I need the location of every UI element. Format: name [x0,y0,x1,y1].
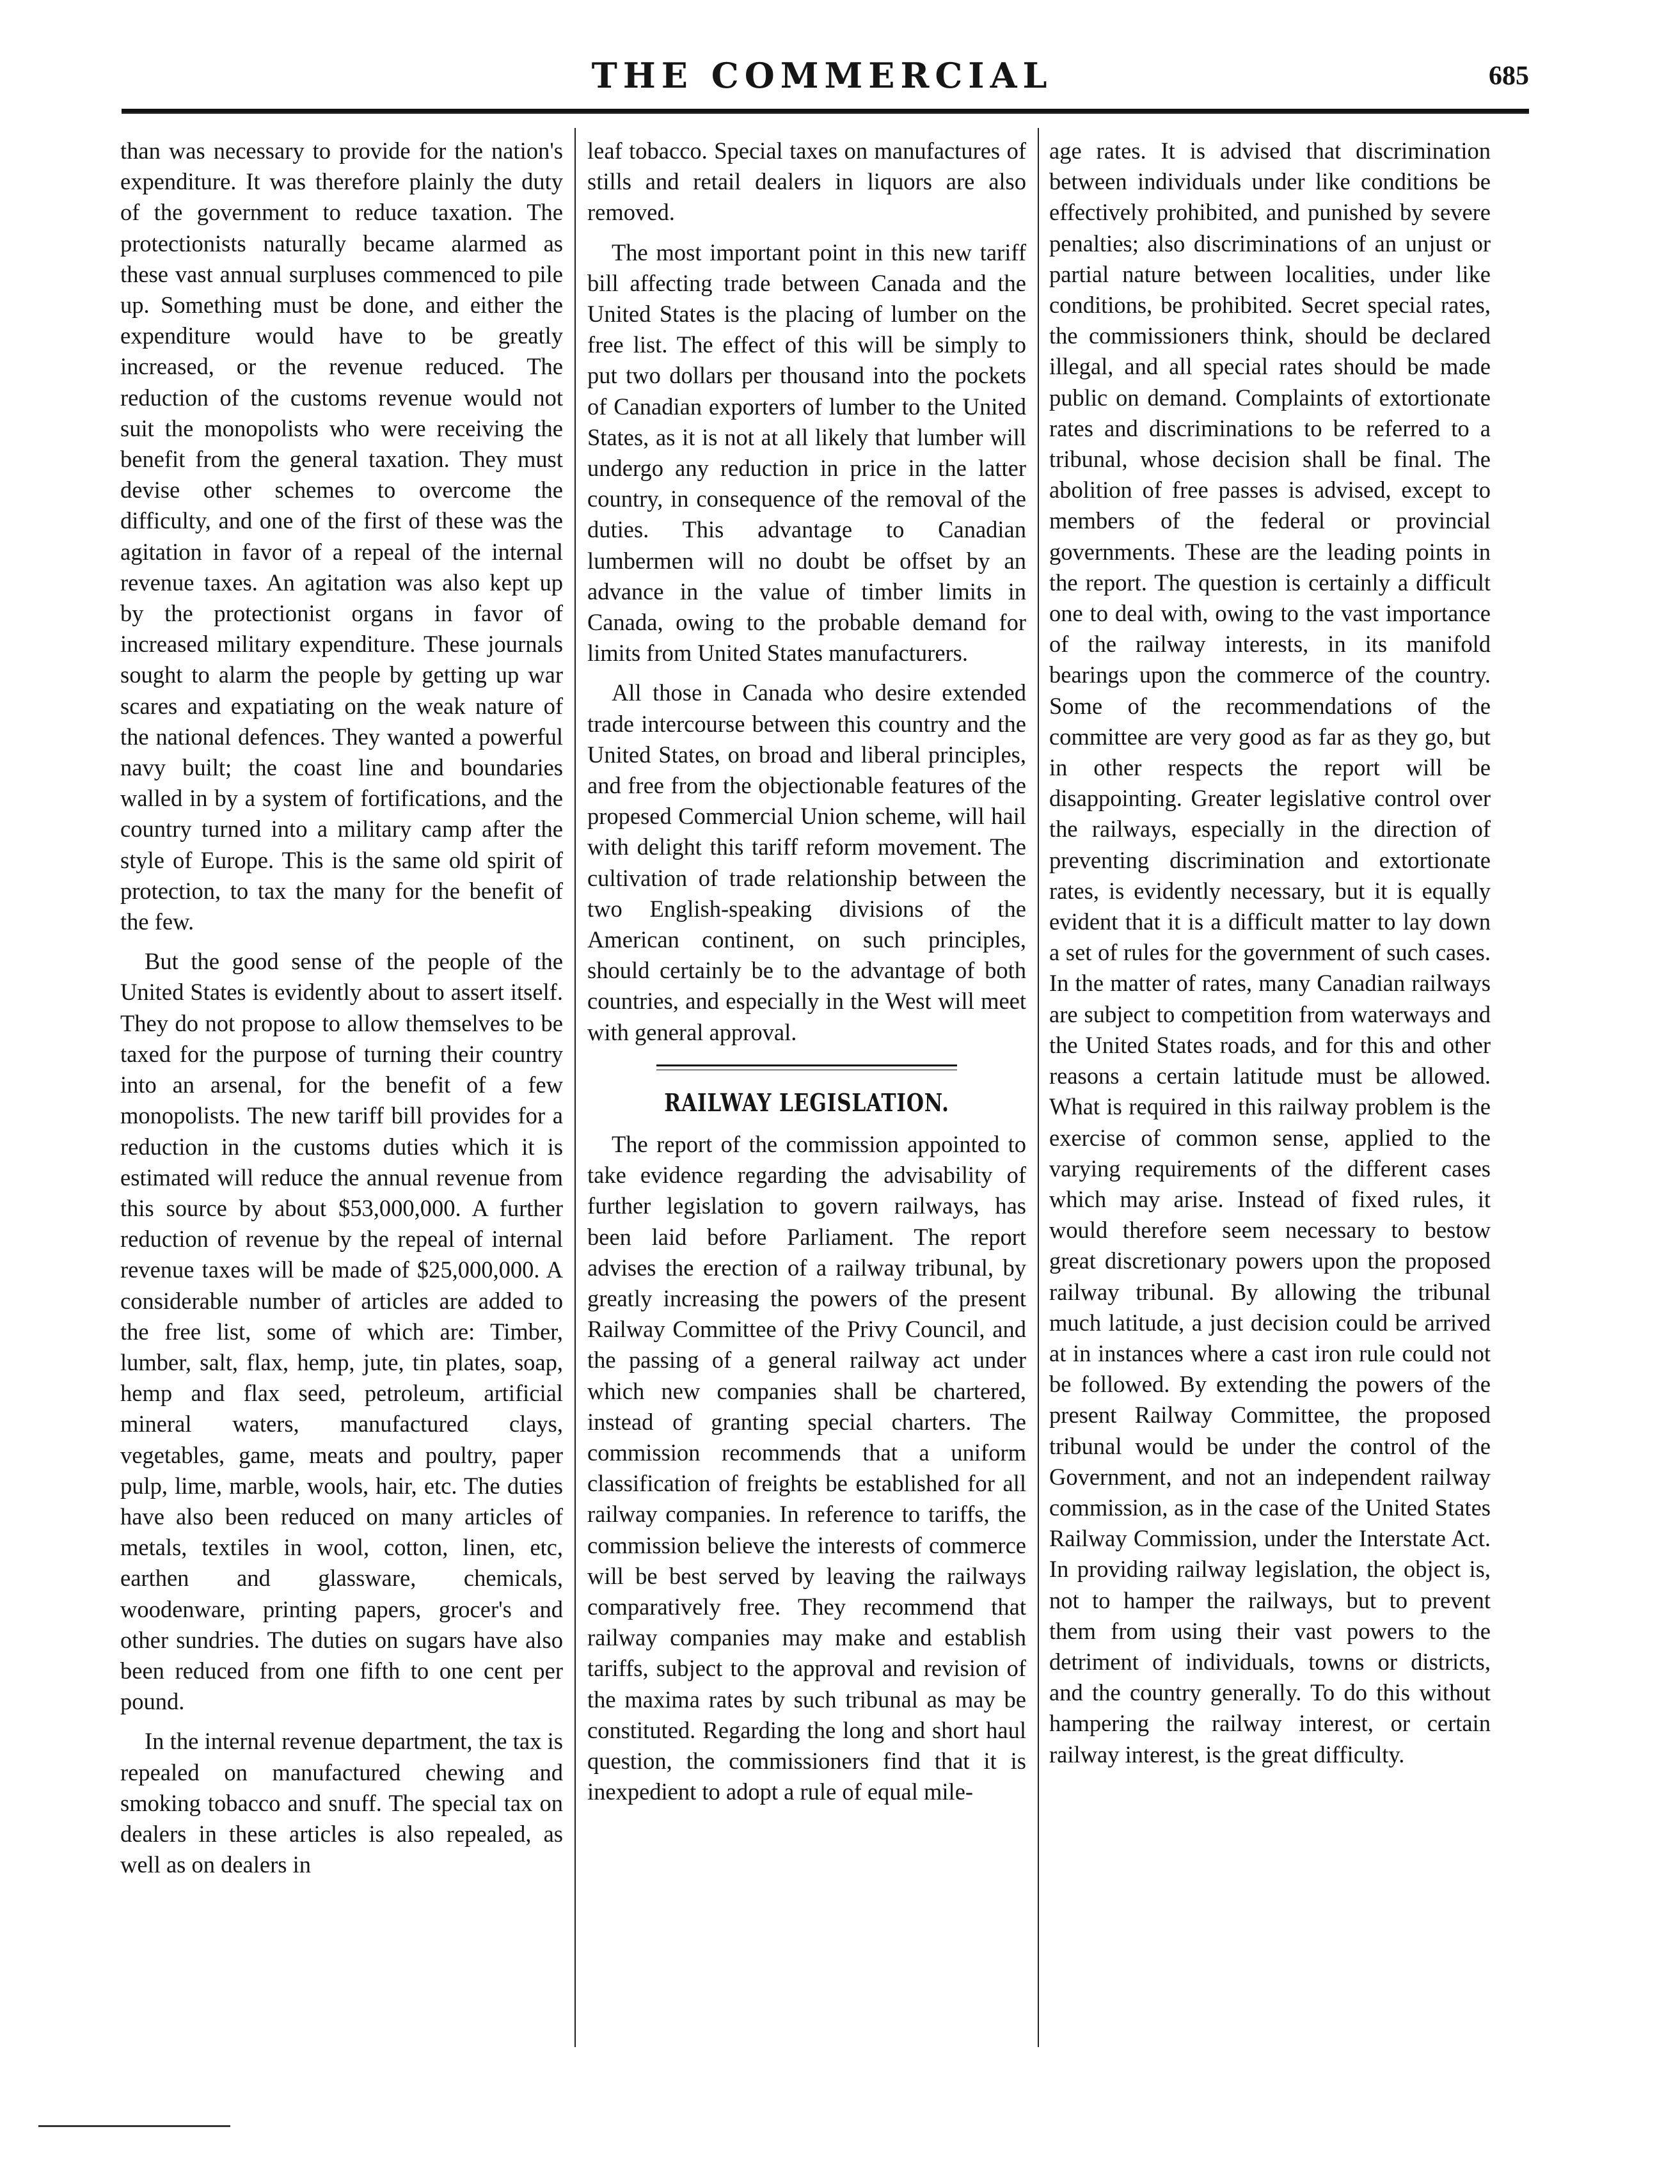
paragraph: than was necessary to provide for the nation's expenditure. It was therefore plainly the duty of the government to reduce taxation. The protectionists naturally became alarmed as these vast annual surpluses commenced to pile up. Something must be done, and either the expenditure would have to be greatly increased, or the revenue reduced. The reduction of the customs revenue would not suit the monopolists who were receiving the benefit from the general taxation. They must devise other schemes to overcome the difficulty, and one of the first of these was the agitation in favor of a repeal of the internal revenue taxes. An agitation was also kept up by the protectionist organs in favor of increased military expenditure. These journals sought to alarm the people by getting up war scares and expatiating on the weak nature of the national defences. They wanted a powerful navy built; the coast line and boundaries walled in by a system of fortifications, and the country turned into a military camp after the style of Europe. This is the same old spirit of protection, to tax the many for the benefit of the few. [120,138,563,935]
header-rule [122,109,1529,114]
running-head [115,50,1529,107]
section-heading: RAILWAY LEGISLATION. [664,1088,949,1117]
paragraph: But the good sense of the people of the United States is evidently about to assert itself. They do not propose to allow themselves to be taxed for the purpose of turning their country into an arsenal, for the benefit of a few monopolists. The new tariff bill provides for a reduction in the customs duties which it is estimated will reduce the annual revenue from this source by about $53,000,000. A further reduction of revenue by the repeal of internal revenue taxes will be made of $25,000,000. A considerable number of articles are added to the free list, some of which are: Timber, lumber, salt, flax, hemp, jute, tin plates, soap, hemp and flax seed, petroleum, artificial mineral waters, manufactured clays, vegetables, game, meats and poultry, paper pulp, lime, marble, wools, hair, etc. The duties have also been reduced on many articles of metals, textiles in wool, cotton, linen, etc, earthen and glassware, chemicals, woodenware, printing papers, grocer's and other sundries. The duties on sugars have also been reduced from one fifth to one cent per pound. [120,948,563,1715]
paragraph: age rates. It is advised that discrimination between individuals under like conditions be effectively prohibited, and punished by severe penalties; also discriminations of an unjust or partial nature between localities, under like conditions, be prohibited. Secret special rates, the commissioners think, should be declared illegal, and all special rates should be made public on demand. Complaints of extortionate rates and discriminations to be referred to a tribunal, whose decision shall be final. The abolition of free passes is advised, except to members of the federal or provincial governments. These are the leading points in the report. The question is certainly a difficult one to deal with, owing to the vast importance of the railway interests, in its manifold bearings upon the commerce of the country. Some of the recommendations of the committee are very good as far as they go, but in other respects the report will be disappointing. Greater legislative control over the railways, especially in the direction of preventing discrimination and extortionate rates, is evidently necessary, but it is equally evident that it is a difficult matter to lay down a set of rules for the government of such cases. In the matter of rates, many Canadian railways are subject to competition from waterways and the United States roads, and for this and other reasons a certain latitude must be allowed. What is required in this railway problem is the exercise of common sense, applied to the varying requirements of the different cases which may arise. Instead of fixed rules, it would therefore seem necessary to bestow great discretionary powers upon the proposed railway tribunal. By allowing the tribunal much latitude, a just decision could be arrived at in instances where a cast iron rule could not be followed. By extending the powers of the present Railway Committee, the proposed tribunal would be under the control of the Government, and not an independent railway commission, as in the case of the United States Railway Commission, under the Interstate Act. In providing railway legislation, the object is, not to hamper the railways, but to prevent them from using their vast powers to the detriment of individuals, towns or districts, and the country generally. To do this without hampering the railway interest, or certain railway interest, is the great difficulty. [1049,138,1491,1768]
paragraph: The most important point in this new tariff bill affecting trade between Canada and the United States is the placing of lumber on the free list. The effect of this will be simply to put two dollars per thousand into the pockets of Canadian exporters of lumber to the United States, as it is not at all likely that lumber will undergo any reduction in price in the latter country, in consequence of the removal of the duties. This advantage to Canadian lumbermen will no doubt be offset by an advance in the value of timber limits in Canada, owing to the probable demand for limits from United States manufacturers. [587,239,1026,667]
publication-title: THE COMMERCIAL [591,55,1053,96]
column-divider [1038,128,1039,2047]
page-number: 685 [1489,61,1529,91]
column-divider [575,128,576,2047]
paragraph: leaf tobacco. Special taxes on manufactures of stills and retail dealers in liquors are also removed. [587,138,1026,226]
column-2 [587,136,1026,2055]
column-1 [120,136,563,2055]
section-divider [656,1064,957,1070]
paragraph: The report of the commission appointed to take evidence regarding the advisability of further legislation to govern railways, has been laid before Parliament. The report advises the erection of a railway tribunal, by greatly increasing the powers of the present Railway Committee of the Privy Council, and the passing of a general railway act under which new companies shall be chartered, instead of granting special charters. The commission recommends that a uniform classification of freights be established for all railway companies. In reference to tariffs, the commission believe the interests of commerce will be best served by leaving the railways comparatively free. They recommend that railway companies may make and establish tariffs, subject to the approval and revision of the maxima rates by such tribunal as may be constituted. Regarding the long and short haul question, the commissioners find that it is inexpedient to adopt a rule of equal mile- [587,1130,1026,1805]
paragraph: In the internal revenue department, the tax is repealed on manufactured chewing and smoking tobacco and snuff. The special tax on dealers in these articles is also repealed, as well as on dealers in [120,1728,563,1878]
footer-rule [38,2125,230,2127]
paragraph: All those in Canada who desire extended trade intercourse between this country and the United States, on broad and liberal principles, and free from the objectionable features of the propesed Commercial Union scheme, will hail with delight this tariff reform movement. The cultivation of trade relationship between the two English-speaking divisions of the American continent, on such principles, should certainly be to the advantage of both countries, and especially in the West will meet with general approval. [587,679,1026,1045]
column-3 [1049,136,1491,2055]
